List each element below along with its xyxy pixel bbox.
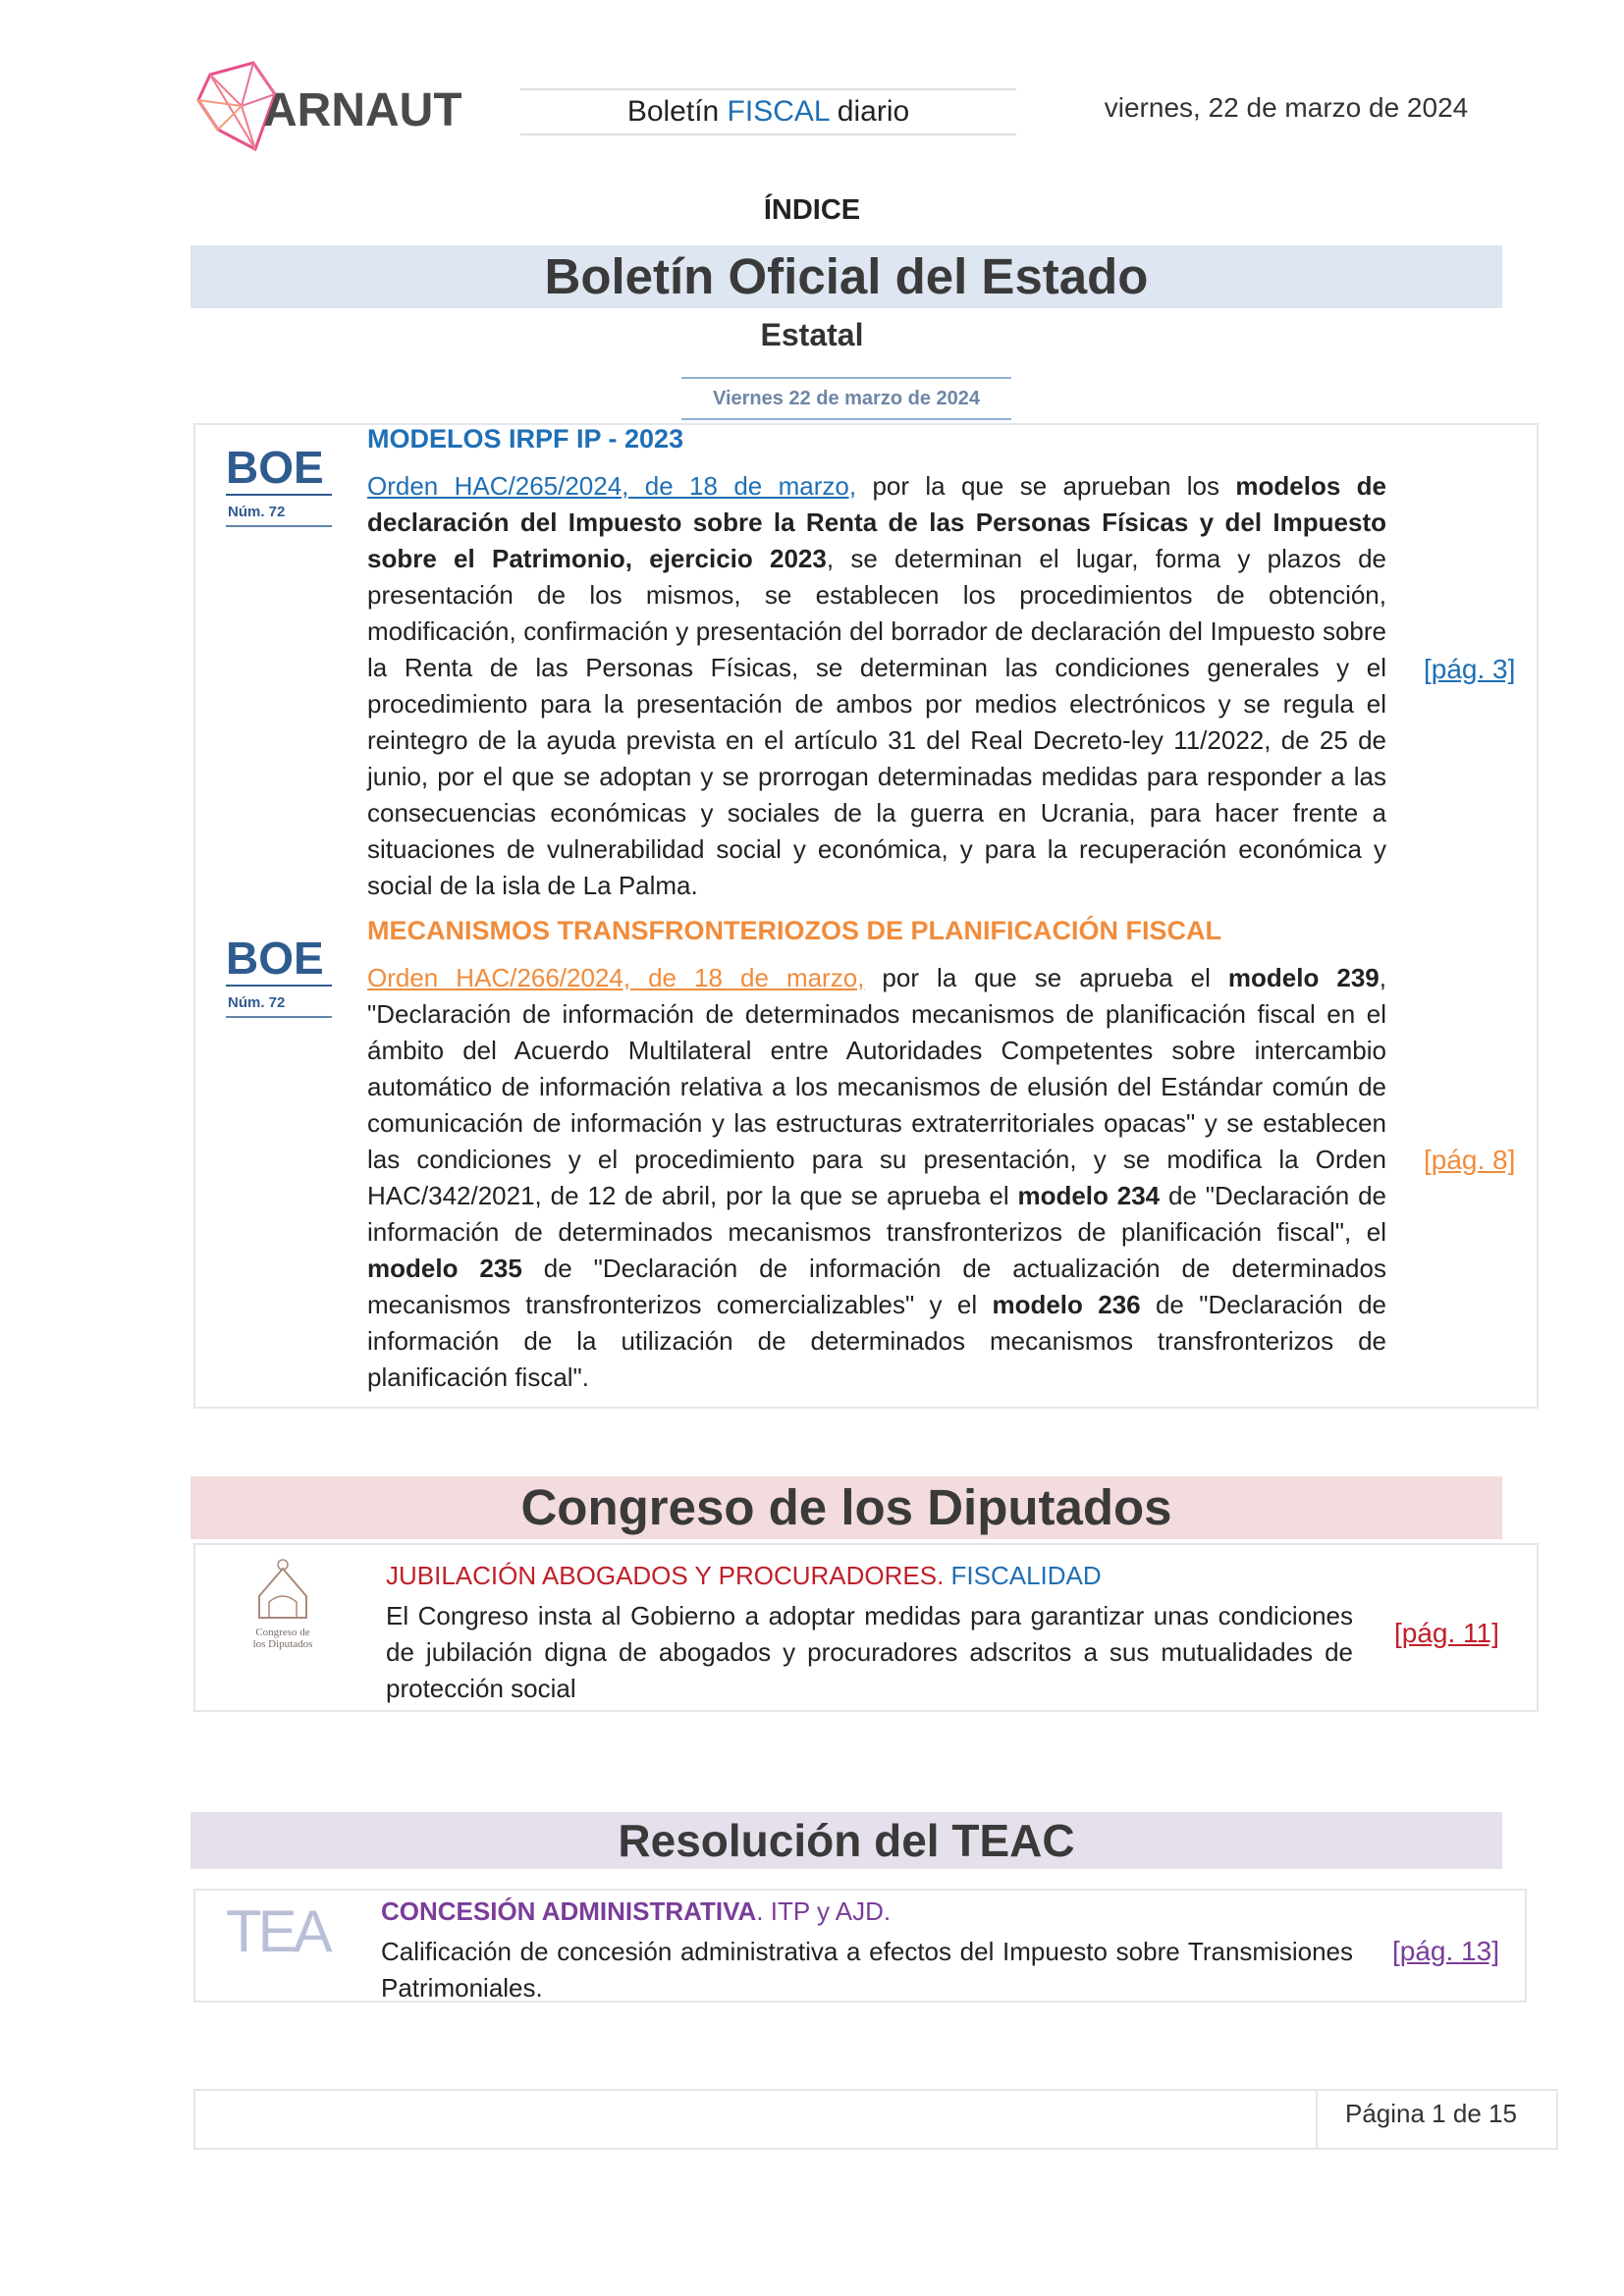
boe-logo-icon <box>224 931 334 1019</box>
logo-text: ARNAUT <box>263 84 461 136</box>
boe-logo-num: Núm. 72 <box>228 504 286 520</box>
congreso-logo-text-2: los Diputados <box>252 1638 313 1650</box>
boe-subtitle: Estatal <box>760 317 864 352</box>
arnaut-geometric-icon <box>196 61 461 155</box>
boe-section-banner: Boletín Oficial del Estado <box>190 245 1502 308</box>
teac-section-banner: Resolución del TEAC <box>190 1812 1502 1869</box>
congreso-item-text: El Congreso insta al Gobierno a adoptar medidas para garantizar unas condiciones de jubilación digna de abogados y procuradores adscritos a sus mutualidades de protección social <box>386 1601 1353 1703</box>
congreso-logo-text-1: Congreso de <box>255 1627 310 1638</box>
boe-item-2-heading: MECANISMOS TRANSFRONTERIOZOS DE PLANIFICACIÓN FISCAL <box>367 916 1221 945</box>
index-title: ÍNDICE <box>763 194 861 226</box>
boe-item-2-link[interactable]: Orden HAC/266/2024, de 18 de marzo, <box>367 963 865 992</box>
boe-item-2-page-link[interactable]: [pág. 8] <box>1424 1145 1516 1175</box>
page-number: Página 1 de 15 <box>1345 2099 1517 2128</box>
arnaut-logo <box>196 61 461 155</box>
teac-item-text: Calificación de concesión administrativa a efectos del Impuesto sobre Transmisiones Patrimoniales. <box>381 1937 1353 2002</box>
bulletin-title-pre: Boletín <box>626 95 728 128</box>
teac-item-heading: CONCESIÓN ADMINISTRATIVA. ITP y AJD. <box>381 1896 892 1926</box>
congreso-section-banner: Congreso de los Diputados <box>190 1476 1502 1539</box>
boe-item-1-heading: MODELOS IRPF IP - 2023 <box>367 424 684 454</box>
header-date: viernes, 22 de marzo de 2024 <box>1104 92 1469 123</box>
footer-divider <box>1316 2089 1318 2150</box>
boe-logo-text: BOE <box>226 933 324 984</box>
bulletin-title <box>520 88 1016 135</box>
boe-logo <box>224 440 334 528</box>
boe-date-tag: Viernes 22 de marzo de 2024 <box>681 377 1011 420</box>
boe-logo-icon <box>224 440 334 528</box>
boe-item-2-text: Orden HAC/266/2024, de 18 de marzo, por la que se aprueba el modelo 239, "Declaración de información de determinados mecanismos de planificación fiscal en el ámbito del Acuerdo Multilateral entre Autoridades Competentes sobre intercambio automático de información relativa a los mecanismos de elusión del Estándar común de comunicación de información y las estructuras extraterritoriales opacas" y se establecen las condiciones y el procedimiento para su presentación, y se modifica la Orden HAC/342/2021, de 12 de abril, por la que se aprueba el modelo 234 de "Declaración de información de determinados mecanismos transfronterizos de planificación fiscal", el modelo 235 de "Declaración de información de actualización de determinados mecanismos transfronterizos comercializables" y el modelo 236 de "Declaración de información de la utilización de determinados mecanismos transfronterizos de planificación fiscal". <box>367 963 1386 1392</box>
bulletin-title-post: diario <box>829 95 910 128</box>
congreso-item-page-link[interactable]: [pág. 11] <box>1394 1618 1499 1648</box>
teac-logo-text: TEA <box>226 1898 329 1961</box>
boe-item-1-link[interactable]: Orden HAC/265/2024, de 18 de marzo, <box>367 471 857 501</box>
teac-item-page-link[interactable]: [pág. 13] <box>1392 1936 1499 1966</box>
congreso-logo <box>244 1553 322 1651</box>
boe-item-1-text: Orden HAC/265/2024, de 18 de marzo, por la que se aprueban los modelos de declaración del Impuesto sobre la Renta de las Personas Físicas y del Impuesto sobre el Patrimonio, ejercicio 2023, se determinan el lugar, forma y plazos de presentación de los mismos, se establecen los procedimientos de obtención, modificación, confirmación y presentación del borrador de declaración del Impuesto sobre la Renta de las Personas Físicas, se determinan las condiciones generales y el procedimiento para la presentación de ambos por medios electrónicos y se regula el reintegro de la ayuda prevista en el artículo 31 del Real Decreto-ley 11/2022, de 25 de junio, por el que se adoptan y se prorrogan determinadas medidas para responder a las consecuencias económicas y sociales de la guerra en Ucrania, para hacer frente a situaciones de vulnerabilidad social y económica, y para la recuperación económica y social de la isla de La Palma. <box>367 471 1386 900</box>
boe-logo-num: Núm. 72 <box>228 994 286 1011</box>
teac-logo <box>224 1896 334 1961</box>
boe-logo-text: BOE <box>226 442 324 493</box>
congreso-item-heading: JUBILACIÓN ABOGADOS Y PROCURADORES. FISCALIDAD <box>386 1561 1102 1590</box>
bulletin-title-accent: FISCAL <box>727 95 830 128</box>
congreso-emblem-icon <box>244 1553 322 1651</box>
boe-logo <box>224 931 334 1019</box>
boe-item-1-page-link[interactable]: [pág. 3] <box>1424 654 1516 684</box>
teac-logo-icon <box>224 1896 334 1961</box>
